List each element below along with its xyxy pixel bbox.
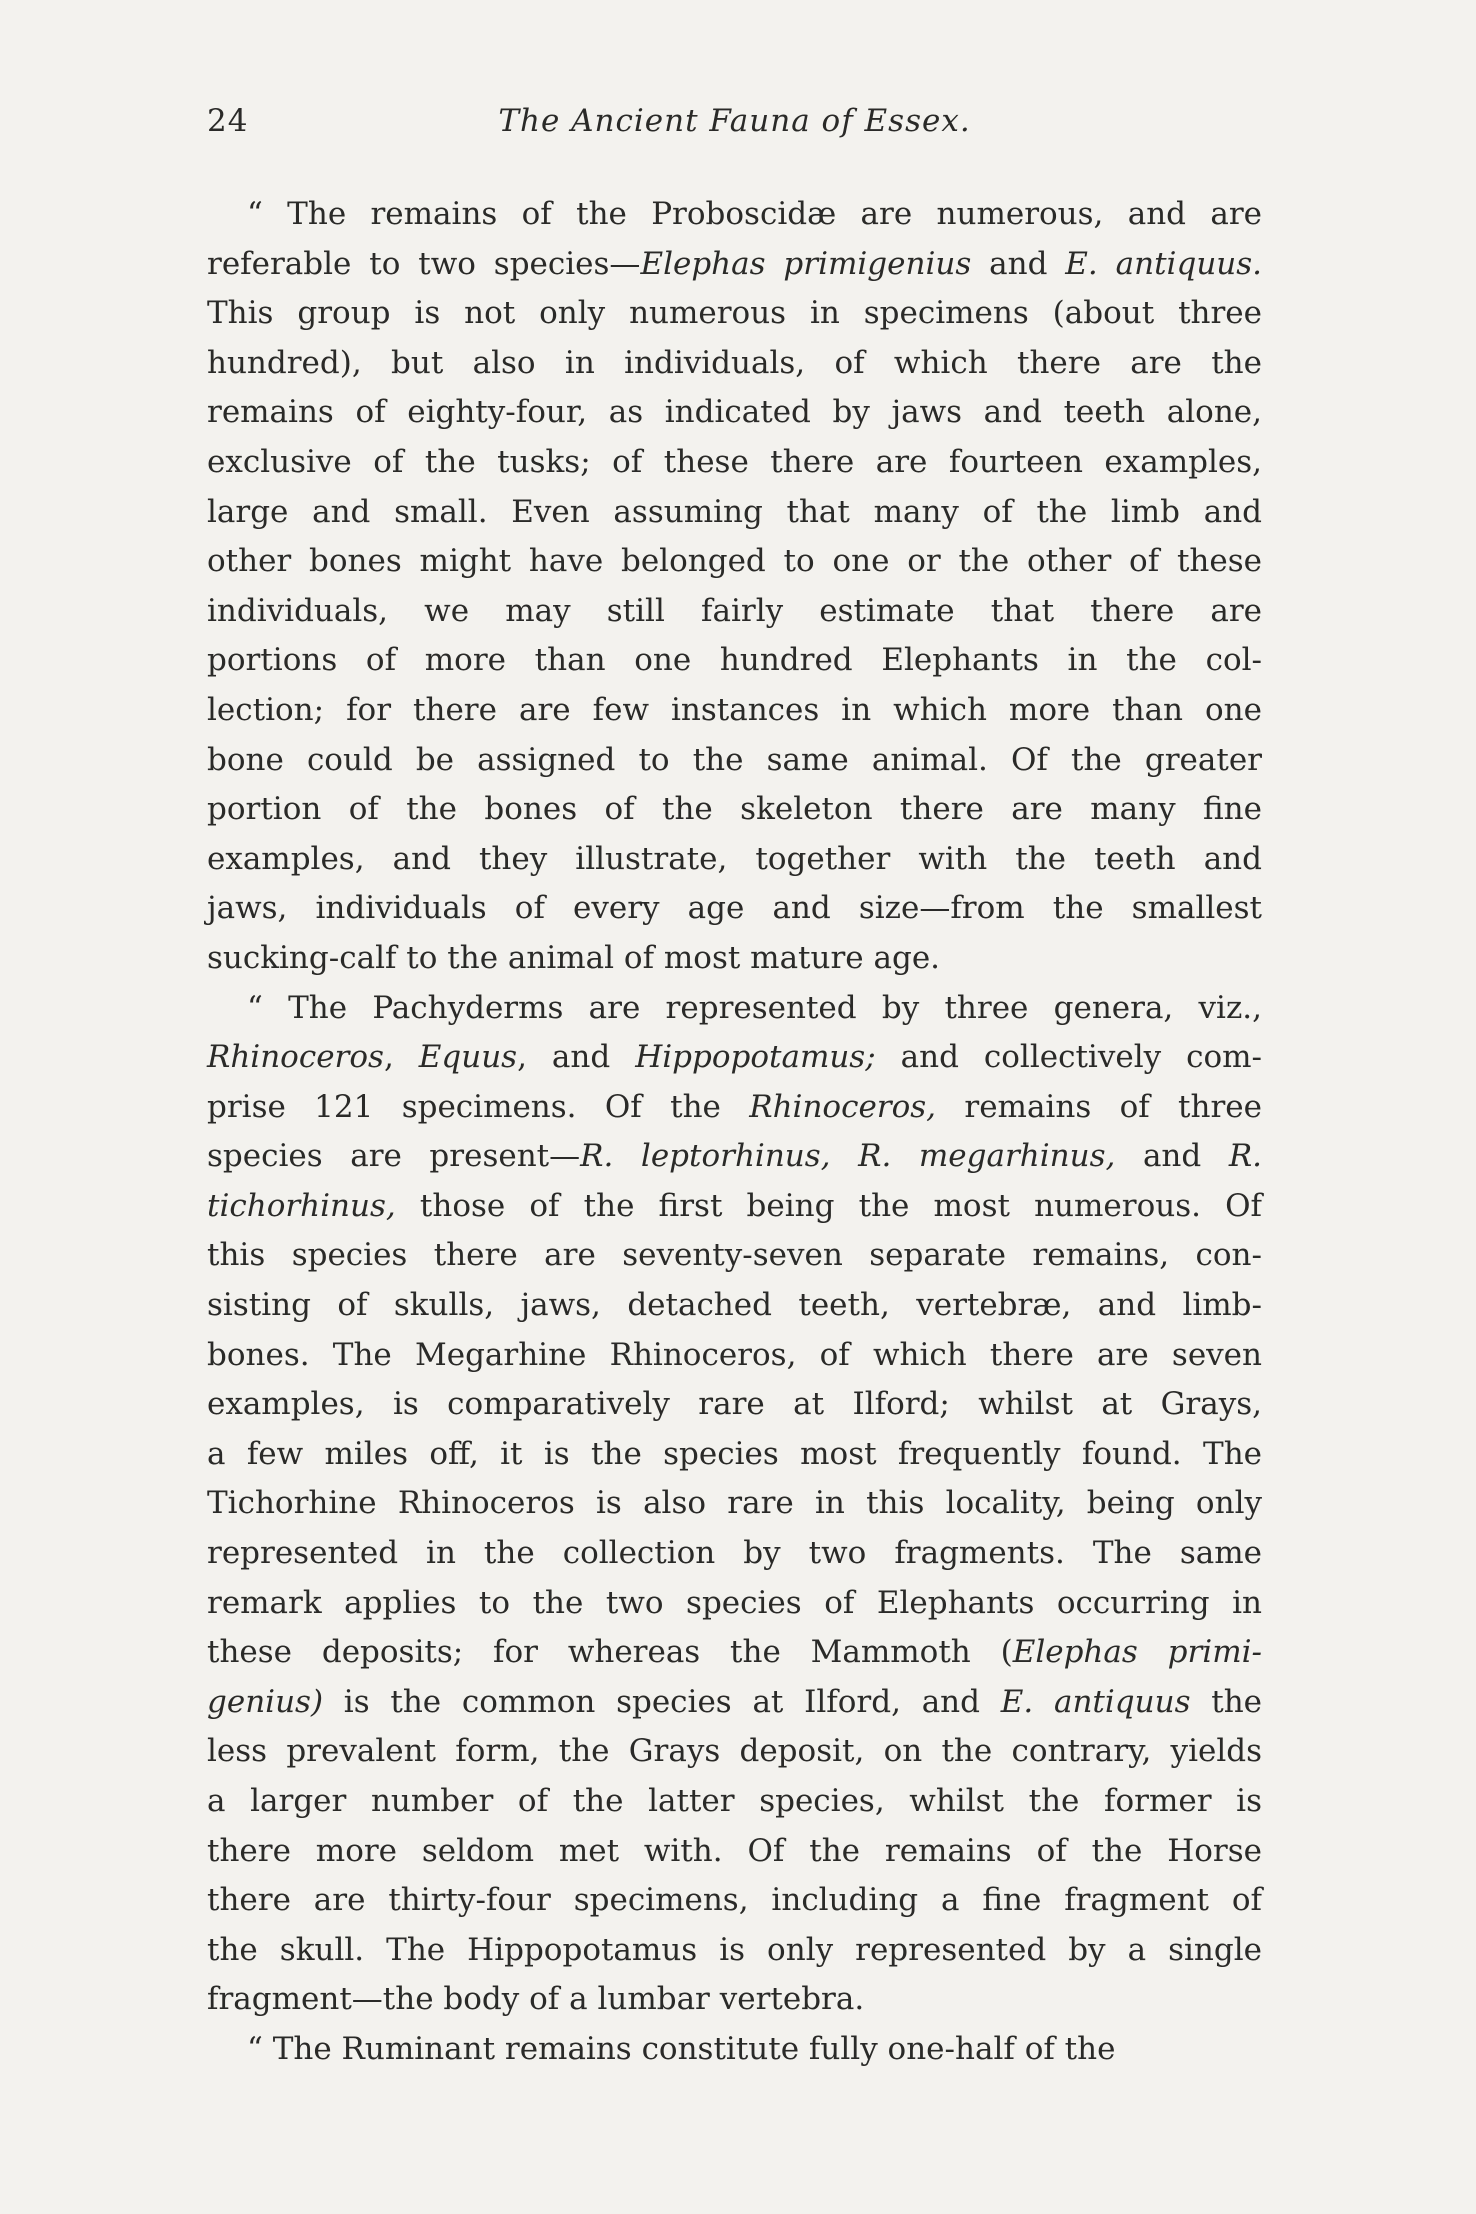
text-segment: there more seldom met with. Of the remains of the Horse [207, 1832, 1262, 1869]
italic-text-segment: Rhinoceros, [749, 1088, 937, 1125]
text-line [207, 2025, 1262, 2075]
text-line [207, 1083, 1262, 1133]
text-segment: examples, and they illustrate, together with the teeth and [207, 840, 1262, 877]
text-segment: these deposits; for whereas the Mammoth ( [207, 1634, 1013, 1671]
text-line [207, 1380, 1262, 1430]
italic-text-segment: R. [1228, 1138, 1263, 1175]
text-line [207, 1479, 1262, 1529]
text-line [207, 1281, 1262, 1331]
text-segment: portion of the bones of the skeleton there are many fine [207, 791, 1262, 828]
text-line [207, 785, 1262, 835]
text-segment: examples, is comparatively rare at Ilford; whilst at Grays, [207, 1386, 1262, 1423]
text-segment: remains of eighty-four, as indicated by jaws and teeth alone, [207, 394, 1262, 431]
text-segment: portions of more than one hundred Elephants in the col- [207, 642, 1262, 679]
text-line [207, 1678, 1262, 1728]
text-segment: individuals, we may still fairly estimate that there are [207, 592, 1262, 629]
text-segment: “ The Pachyderms are represented by three genera, viz., [247, 989, 1262, 1026]
text-segment: sucking-calf to the animal of most mature age. [207, 939, 941, 976]
text-line [207, 1827, 1262, 1877]
italic-text-segment: Hippopotamus; [635, 1039, 876, 1076]
text-segment: species are present— [207, 1138, 581, 1175]
italic-text-segment: R. leptorhinus, [580, 1138, 831, 1175]
text-line [207, 1628, 1262, 1678]
text-segment: and [1115, 1138, 1229, 1175]
italic-text-segment: Elephas primi- [1012, 1634, 1262, 1671]
text-segment: , [383, 1039, 419, 1076]
text-line [207, 1529, 1262, 1579]
text-segment: is the common species at Ilford, and [323, 1683, 1001, 1720]
text-line [207, 1132, 1262, 1182]
text-segment: the [1190, 1683, 1263, 1720]
paragraph [207, 190, 1262, 984]
text-segment: exclusive of the tusks; of these there are fourteen examples, [207, 443, 1262, 480]
text-line [207, 1231, 1262, 1281]
text-line [207, 686, 1262, 736]
text-line [207, 1975, 1262, 2025]
text-line [207, 240, 1262, 290]
text-segment: referable to two species— [207, 245, 641, 282]
text-line [207, 289, 1262, 339]
text-segment: “ The Ruminant remains constitute fully one-half of the [247, 2030, 1116, 2067]
italic-text-segment: E. antiquus [1000, 1683, 1191, 1720]
text-line [207, 1033, 1262, 1083]
page-number: 24 [207, 103, 249, 139]
text-line [207, 1876, 1262, 1926]
text-line [207, 934, 1262, 984]
text-segment: bone could be assigned to the same animal. Of the greater [207, 741, 1262, 778]
text-line [207, 1727, 1262, 1777]
text-line [207, 438, 1262, 488]
text-segment: this species there are seventy-seven separate remains, con- [207, 1237, 1262, 1274]
text-segment: a larger number of the latter species, whilst the former is [207, 1783, 1262, 1819]
paragraph [207, 2025, 1262, 2075]
text-line [207, 388, 1262, 438]
running-title: The Ancient Fauna of Essex. [498, 103, 971, 139]
text-segment: other bones might have belonged to one or the other of these [207, 543, 1262, 580]
text-segment: represented in the collection by two fragments. The same [207, 1535, 1262, 1572]
text-segment: remark applies to the two species of Elephants occurring in [207, 1584, 1262, 1621]
running-header [207, 103, 1262, 153]
text-segment: hundred), but also in individuals, of which there are the [207, 344, 1262, 381]
italic-text-segment: R. megarhinus, [858, 1138, 1116, 1175]
italic-text-segment: tichorhinus, [207, 1187, 396, 1224]
italic-text-segment: E. antiquus. [1065, 245, 1263, 282]
text-segment: “ The remains of the Proboscidæ are numerous, and are [247, 196, 1262, 232]
italic-text-segment: Elephas primigenius [640, 245, 972, 282]
text-segment: lection; for there are few instances in which more than one [207, 691, 1262, 728]
text-segment: large and small. Even assuming that many of the limb and [207, 493, 1262, 530]
text-line [207, 984, 1262, 1034]
text-line [207, 488, 1262, 538]
text-segment: prise 121 specimens. Of the [207, 1088, 750, 1125]
text-line [207, 835, 1262, 885]
text-segment: remains of three [936, 1088, 1262, 1125]
text-segment: , and [517, 1039, 636, 1076]
text-segment: less prevalent form, the Grays deposit, on the contrary, yields [207, 1733, 1262, 1770]
text-line [207, 1777, 1262, 1827]
text-line [207, 1331, 1262, 1381]
text-line [207, 537, 1262, 587]
text-line [207, 636, 1262, 686]
text-line [207, 1430, 1262, 1480]
text-segment: bones. The Megarhine Rhinoceros, of which there are seven [207, 1336, 1262, 1373]
text-segment: and [971, 245, 1066, 282]
text-segment: sisting of skulls, jaws, detached teeth, vertebræ, and limb- [207, 1287, 1262, 1324]
text-segment: there are thirty-four specimens, including a fine fragment of [207, 1882, 1262, 1919]
text-line [207, 339, 1262, 389]
text-segment: fragment—the body of a lumbar vertebra. [207, 1981, 865, 2018]
body-text [207, 190, 1262, 2075]
text-segment: and collectively com- [875, 1039, 1262, 1076]
italic-text-segment: Equus [418, 1039, 518, 1076]
text-segment: This group is not only numerous in specimens (about three [207, 295, 1262, 332]
text-segment [831, 1138, 859, 1174]
text-line [207, 1926, 1262, 1976]
text-segment: Tichorhine Rhinoceros is also rare in this locality, being only [207, 1485, 1262, 1522]
text-line [207, 1182, 1262, 1232]
italic-text-segment: Rhinoceros [207, 1039, 384, 1076]
text-segment: the skull. The Hippopotamus is only represented by a single [207, 1931, 1262, 1968]
italic-text-segment: genius) [207, 1683, 324, 1720]
text-segment: those of the first being the most numerous. Of [395, 1187, 1262, 1224]
text-segment: a few miles off, it is the species most frequently found. The [207, 1435, 1262, 1472]
text-line [207, 1579, 1262, 1629]
text-line [207, 190, 1262, 240]
paragraph [207, 984, 1262, 2025]
text-line [207, 736, 1262, 786]
text-line [207, 587, 1262, 637]
text-line [207, 884, 1262, 934]
text-segment: jaws, individuals of every age and size—from the smallest [207, 890, 1262, 927]
